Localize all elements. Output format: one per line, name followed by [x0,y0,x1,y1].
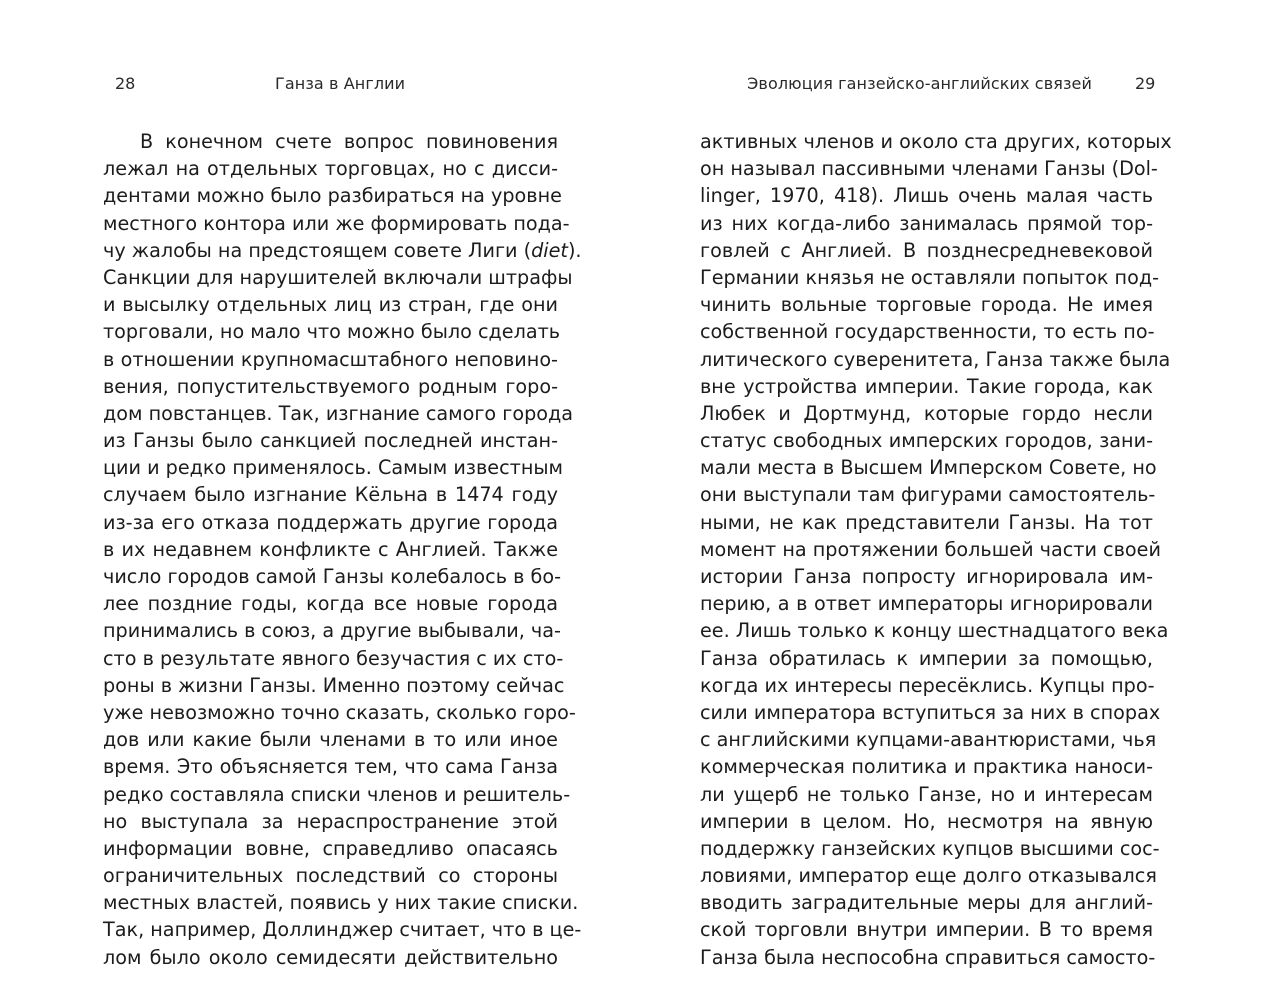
text-line: ограничительных последствий со стороны [103,864,558,888]
running-head: Ганза в Англии [275,74,406,93]
text-line: из-за его отказа поддержать другие города [103,510,558,534]
text-line: лом было около семидесяти действительно [103,945,558,969]
text-line: ными, не как представители Ганзы. На тот [700,510,1153,534]
text-line: когда их интересы пересёклись. Купцы про- [700,673,1155,697]
text-line: местных властей, появись у них такие списки. [103,891,579,915]
text-line: ли ущерб не только Ганзе, но и интересам [700,782,1153,806]
text-line: вне устройства империи. Такие города, как [700,374,1153,398]
text-line: истории Ганза попросту игнорировала им- [700,565,1153,588]
body-text [103,128,582,971]
text-line: информации вовне, справедливо опасаясь [103,836,558,860]
text-line: литического суверенитета, Ганза также была [700,347,1171,371]
text-line-with-italic [103,237,582,264]
text-line: случаем было изгнание Кёльна в 1474 году [103,483,558,507]
text-line: из Ганзы было санкцией последней инстан- [103,429,558,453]
text-line: принимались в союз, а другие выбывали, ча- [103,619,561,643]
text-line: Ганза была неспособна справиться самосто- [700,945,1156,969]
body-text [700,128,1172,971]
text-line: мали места в Высшем Имперском Совете, но [700,456,1157,480]
text-line: роны в жизни Ганзы. Именно поэтому сейчас [103,673,565,697]
text-line: редко составляла списки членов и решитель- [103,782,571,806]
text-line: из них когда-либо занималась прямой тор- [700,211,1153,235]
text-line: и высылку отдельных лиц из стран, где они [103,293,558,317]
text-line: вения, попустительствуемого родным горо- [103,374,558,398]
text-line: собственной государственности, то есть по- [700,320,1155,344]
text-line: местного контора или же формировать пода- [103,211,570,235]
text-line: торговали, но мало что можно было сделать [103,320,561,344]
text-line: сто в результате явного безучастия с их сто- [103,646,564,670]
italic-term: diet [531,238,568,262]
text-line: он называл пассивными членами Ганзы (Dol- [700,157,1158,181]
text-line: лее поздние годы, когда все новые города [103,592,558,616]
text-segment: чу жалобы на предстоящем совете Лиги ( [103,238,532,262]
running-head: Эволюция ганзейско-английских связей [747,74,1092,93]
text-line: но выступала за нераспространение этой [103,809,558,833]
text-line: ции и редко применялось. Самым известным [103,456,564,480]
text-line: перию, а в ответ императоры игнорировали [700,592,1153,616]
text-line: Так, например, Доллинджер считает, что в це- [103,918,582,942]
text-line: уже невозможно точно сказать, сколько горо- [103,700,576,724]
right-page [640,0,1277,1000]
text-segment: ). [567,238,582,262]
text-line: Германии князья не оставляли попыток под- [700,265,1160,289]
text-line: говлей с Англией. В позднесредневековой [700,238,1153,262]
text-line: ее. Лишь только к концу шестнадцатого века [700,619,1169,643]
text-line: Санкции для нарушителей включали штрафы [103,265,573,289]
text-line: время. Это объясняется тем, что сама Ганза [103,755,558,779]
text-line: В конечном счете вопрос повиновения [140,130,558,153]
text-line: сили императора вступиться за них в спорах [700,700,1161,724]
text-line: вводить заградительные меры для англий- [700,891,1153,915]
text-line: статус свободных имперских городов, зани- [700,429,1153,453]
text-line: Любек и Дортмунд, которые гордо несли [700,401,1153,425]
text-line: в их недавнем конфликте с Англией. Также [103,537,558,561]
text-line: активных членов и около ста других, которых [700,130,1172,153]
text-line: число городов самой Ганзы колебалось в бо- [103,565,562,588]
text-line: дом повстанцев. Так, изгнание самого города [103,401,574,425]
text-line: момент на протяжении большей части своей [700,537,1161,561]
text-line: империи в целом. Но, несмотря на явную [700,809,1153,833]
text-line: чинить вольные торговые города. Не имея [700,293,1153,317]
text-line: дов или какие были членами в то или иное [103,728,558,752]
text-line: коммерческая политика и практика наноси- [700,755,1153,779]
text-line: они выступали там фигурами самостоятель- [700,483,1156,507]
text-line: ской торговли внутри империи. В то время [700,918,1153,942]
text-line: лежал на отдельных торговцах, но с дисси- [103,157,558,181]
page-number: 28 [115,74,136,93]
text-line: дентами можно было разбираться на уровне [103,184,562,208]
text-line: поддержку ганзейских купцов высшими сос- [700,836,1160,860]
text-line: с английскими купцами-авантюристами, чья [700,728,1157,752]
text-line: Ганза обратилась к империи за помощью, [700,646,1153,670]
page-number: 29 [1135,74,1156,93]
text-line: в отношении крупномасштабного неповино- [103,347,558,371]
text-line: linger, 1970, 418). Лишь очень малая часть [700,184,1153,208]
text-line: ловиями, император еще долго отказывался [700,864,1157,888]
